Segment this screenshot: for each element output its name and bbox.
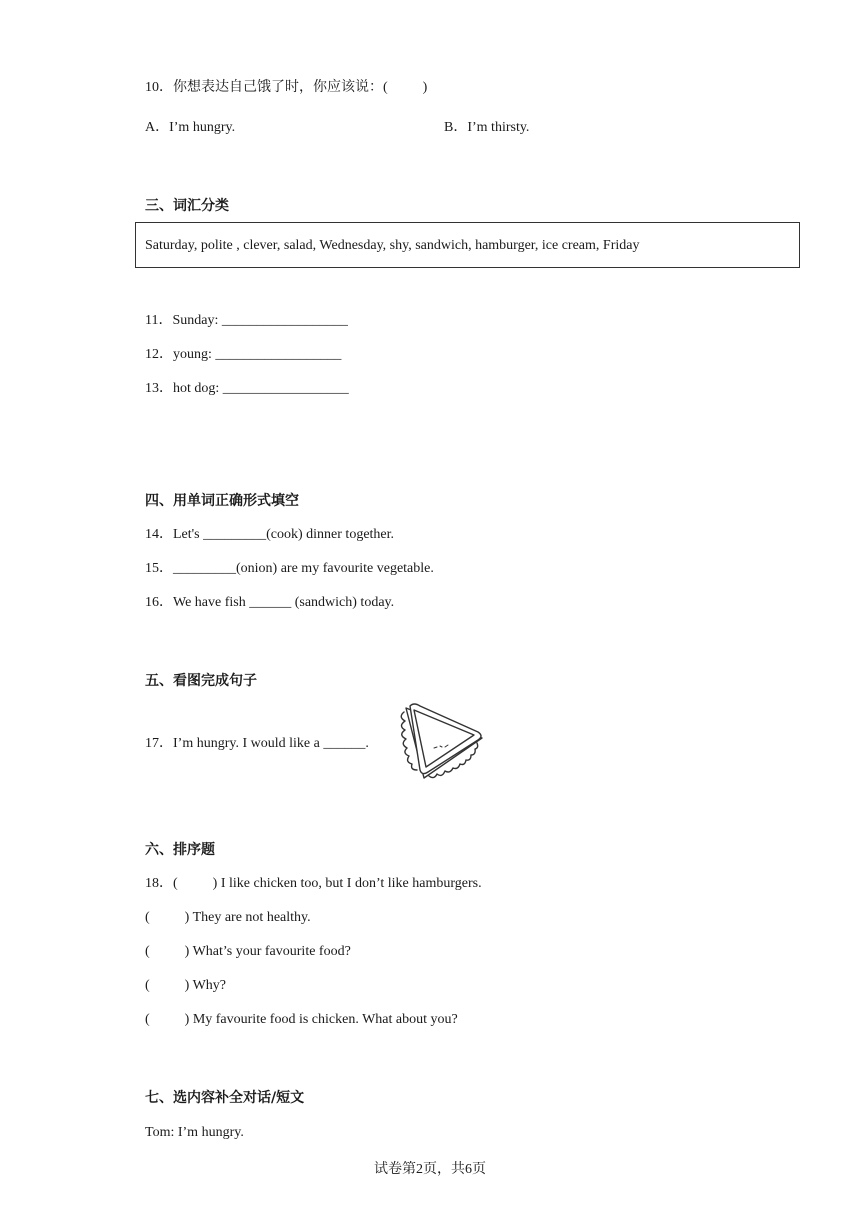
q10-question: 10．你想表达自己饿了时，你应该说：( ) (145, 80, 428, 95)
q13: 13．hot dog: __________________ (145, 381, 349, 396)
word-bank-box: Saturday, polite , clever, salad, Wednesday, shy, sandwich, hamburger, ice cream, Friday (135, 222, 800, 268)
q15: 15．_________(onion) are my favourite vegetable. (145, 561, 434, 576)
section5-heading: 五、看图完成句子 (145, 673, 257, 689)
q14: 14．Let's _________(cook) dinner together. (145, 527, 395, 542)
q17: 17．I’m hungry. I would like a ______. (145, 736, 369, 751)
section4-heading: 四、用单词正确形式填空 (145, 493, 299, 509)
q10-option-a: A．I’m hungry. (145, 120, 236, 135)
q11: 11．Sunday: __________________ (145, 313, 348, 328)
section3-heading: 三、词汇分类 (145, 198, 229, 214)
q10-option-b: B．I’m thirsty. (444, 120, 530, 135)
page-footer: 试卷第2页，共6页 (374, 1162, 486, 1177)
q16: 16．We have fish ______ (sandwich) today. (145, 595, 395, 610)
q18-line-2: ( ) They are not healthy. (145, 910, 311, 925)
dialogue-line-1: Tom: I’m hungry. (145, 1125, 244, 1140)
section7-heading: 七、选内容补全对话/短文 (145, 1090, 305, 1106)
q12: 12．young: __________________ (145, 347, 342, 362)
q18-line-3: ( ) What’s your favourite food? (145, 944, 351, 959)
sandwich-picture (394, 702, 492, 784)
q18-line-5: ( ) My favourite food is chicken. What about you? (145, 1012, 458, 1027)
q18-line-4: ( ) Why? (145, 978, 226, 993)
q18-line-1: 18．( ) I like chicken too, but I don’t like hamburgers. (145, 876, 482, 891)
section6-heading: 六、排序题 (145, 842, 215, 858)
